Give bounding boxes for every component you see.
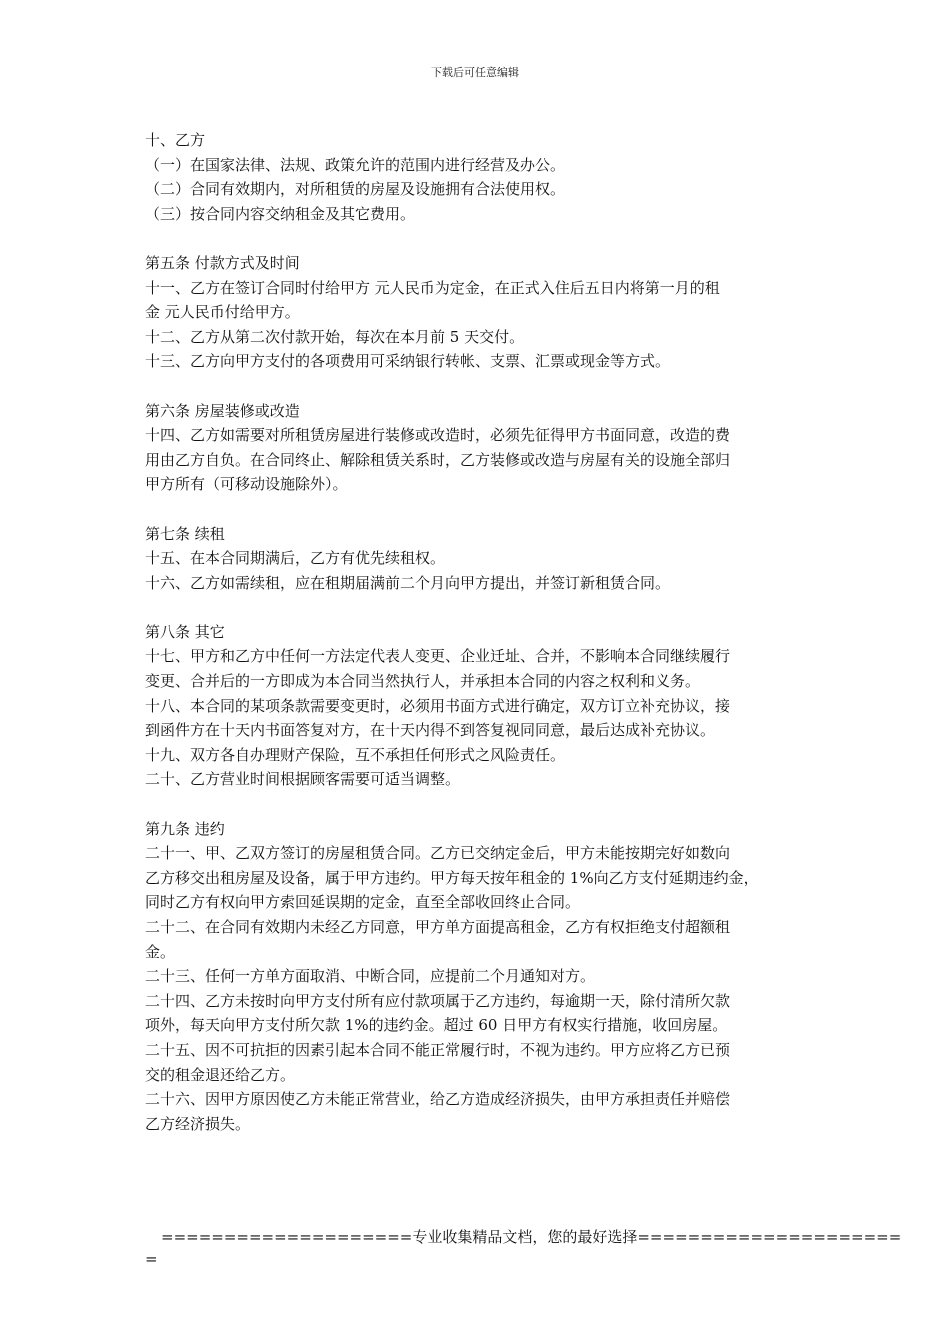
- text-line: 变更、合并后的一方即成为本合同当然执行人，并承担本合同的内容之权利和义务。: [145, 672, 701, 691]
- text-line: 十、乙方: [145, 131, 206, 149]
- text-line: 十九、双方各自办理财产保险，互不承担任何形式之风险责任。: [145, 745, 566, 764]
- text-line: 项外，每天向甲方支付所欠款 1%的违约金。超过 60 日甲方有权实行措施，收回房屋。: [145, 1016, 728, 1035]
- text-line: （一）在国家法律、法规、政策允许的范围内进行经营及办公。: [145, 155, 566, 174]
- text-line: 十七、甲方和乙方中任何一方法定代表人变更、企业迁址、合并，不影响本合同继续履行: [145, 647, 731, 666]
- text-line: 乙方经济损失。: [145, 1114, 251, 1133]
- text-line: 第六条 房屋装修或改造: [145, 401, 300, 420]
- page-footer: [145, 1226, 902, 1270]
- footer-banner: ====================专业收集精品文档，您的最好选择=====================: [161, 1228, 902, 1246]
- text-line: 二十六、因甲方原因使乙方未能正常营业，给乙方造成经济损失，由甲方承担责任并赔偿: [145, 1090, 731, 1109]
- text-line: 金 元人民币付给甲方。: [145, 303, 300, 322]
- text-line: 用由乙方自负。在合同终止、解除租赁关系时，乙方装修或改造与房屋有关的设施全部归: [145, 450, 731, 469]
- text-line: 甲方所有（可移动设施除外）。: [145, 475, 348, 494]
- text-line: 到函件方在十天内书面答复对方，在十天内得不到答复视同同意，最后达成补充协议。: [145, 721, 716, 740]
- text-line: 第五条 付款方式及时间: [145, 253, 300, 272]
- page-header: 下载后可任意编辑: [431, 66, 519, 79]
- text-line: 第八条 其它: [145, 622, 225, 641]
- document-body: [145, 128, 810, 1136]
- paragraph-gap: [145, 226, 810, 251]
- text-line: 乙方移交出租房屋及设备，属于甲方违约。甲方每天按年租金的 1%向乙方支付延期违约金，: [145, 868, 759, 887]
- text-line: 交的租金退还给乙方。: [145, 1065, 296, 1084]
- text-line: 十八、本合同的某项条款需要变更时，必须用书面方式进行确定，双方订立补充协议，接: [145, 696, 731, 715]
- text-line: 二十、乙方营业时间根据顾客需要可适当调整。: [145, 770, 461, 789]
- text-line: 第九条 违约: [145, 819, 225, 838]
- text-line: 第七条 续租: [145, 524, 225, 543]
- text-line: 二十一、甲、乙双方签订的房屋租赁合同。乙方已交纳定金后，甲方未能按期完好如数向: [145, 844, 731, 863]
- text-line: 十二、乙方从第二次付款开始，每次在本月前 5 天交付。: [145, 327, 525, 346]
- paragraph-gap: [145, 497, 810, 522]
- footer-banner-continuation: =: [145, 1250, 158, 1268]
- paragraph-gap: [145, 792, 810, 817]
- text-line: 二十五、因不可抗拒的因素引起本合同不能正常履行时，不视为违约。甲方应将乙方已预: [145, 1040, 731, 1059]
- text-line: 二十四、乙方未按时向甲方支付所有应付款项属于乙方违约，每逾期一天，除付清所欠款: [145, 991, 731, 1010]
- text-line: 十三、乙方向甲方支付的各项费用可采纳银行转帐、支票、汇票或现金等方式。: [145, 352, 671, 371]
- text-line: 十五、在本合同期满后，乙方有优先续租权。: [145, 549, 446, 568]
- text-line: 同时乙方有权向甲方索回延误期的定金，直至全部收回终止合同。: [145, 893, 581, 912]
- text-line: 十一、乙方在签订合同时付给甲方 元人民币为定金，在正式入住后五日内将第一月的租: [145, 278, 720, 297]
- text-line: 十四、乙方如需要对所租赁房屋进行装修或改造时，必须先征得甲方书面同意，改造的费: [145, 426, 731, 445]
- text-line: 二十二、在合同有效期内未经乙方同意，甲方单方面提高租金，乙方有权拒绝支付超额租: [145, 918, 731, 936]
- text-line: 二十三、任何一方单方面取消、中断合同，应提前二个月通知对方。: [145, 967, 596, 986]
- text-line: 十六、乙方如需续租，应在租期届满前二个月向甲方提出，并签订新租赁合同。: [145, 573, 671, 592]
- paragraph-gap: [145, 595, 810, 620]
- text-line: （三）按合同内容交纳租金及其它费用。: [145, 204, 416, 223]
- text-line: 金。: [145, 942, 176, 961]
- paragraph-gap: [145, 374, 810, 399]
- text-line: （二）合同有效期内，对所租赁的房屋及设施拥有合法使用权。: [145, 180, 566, 199]
